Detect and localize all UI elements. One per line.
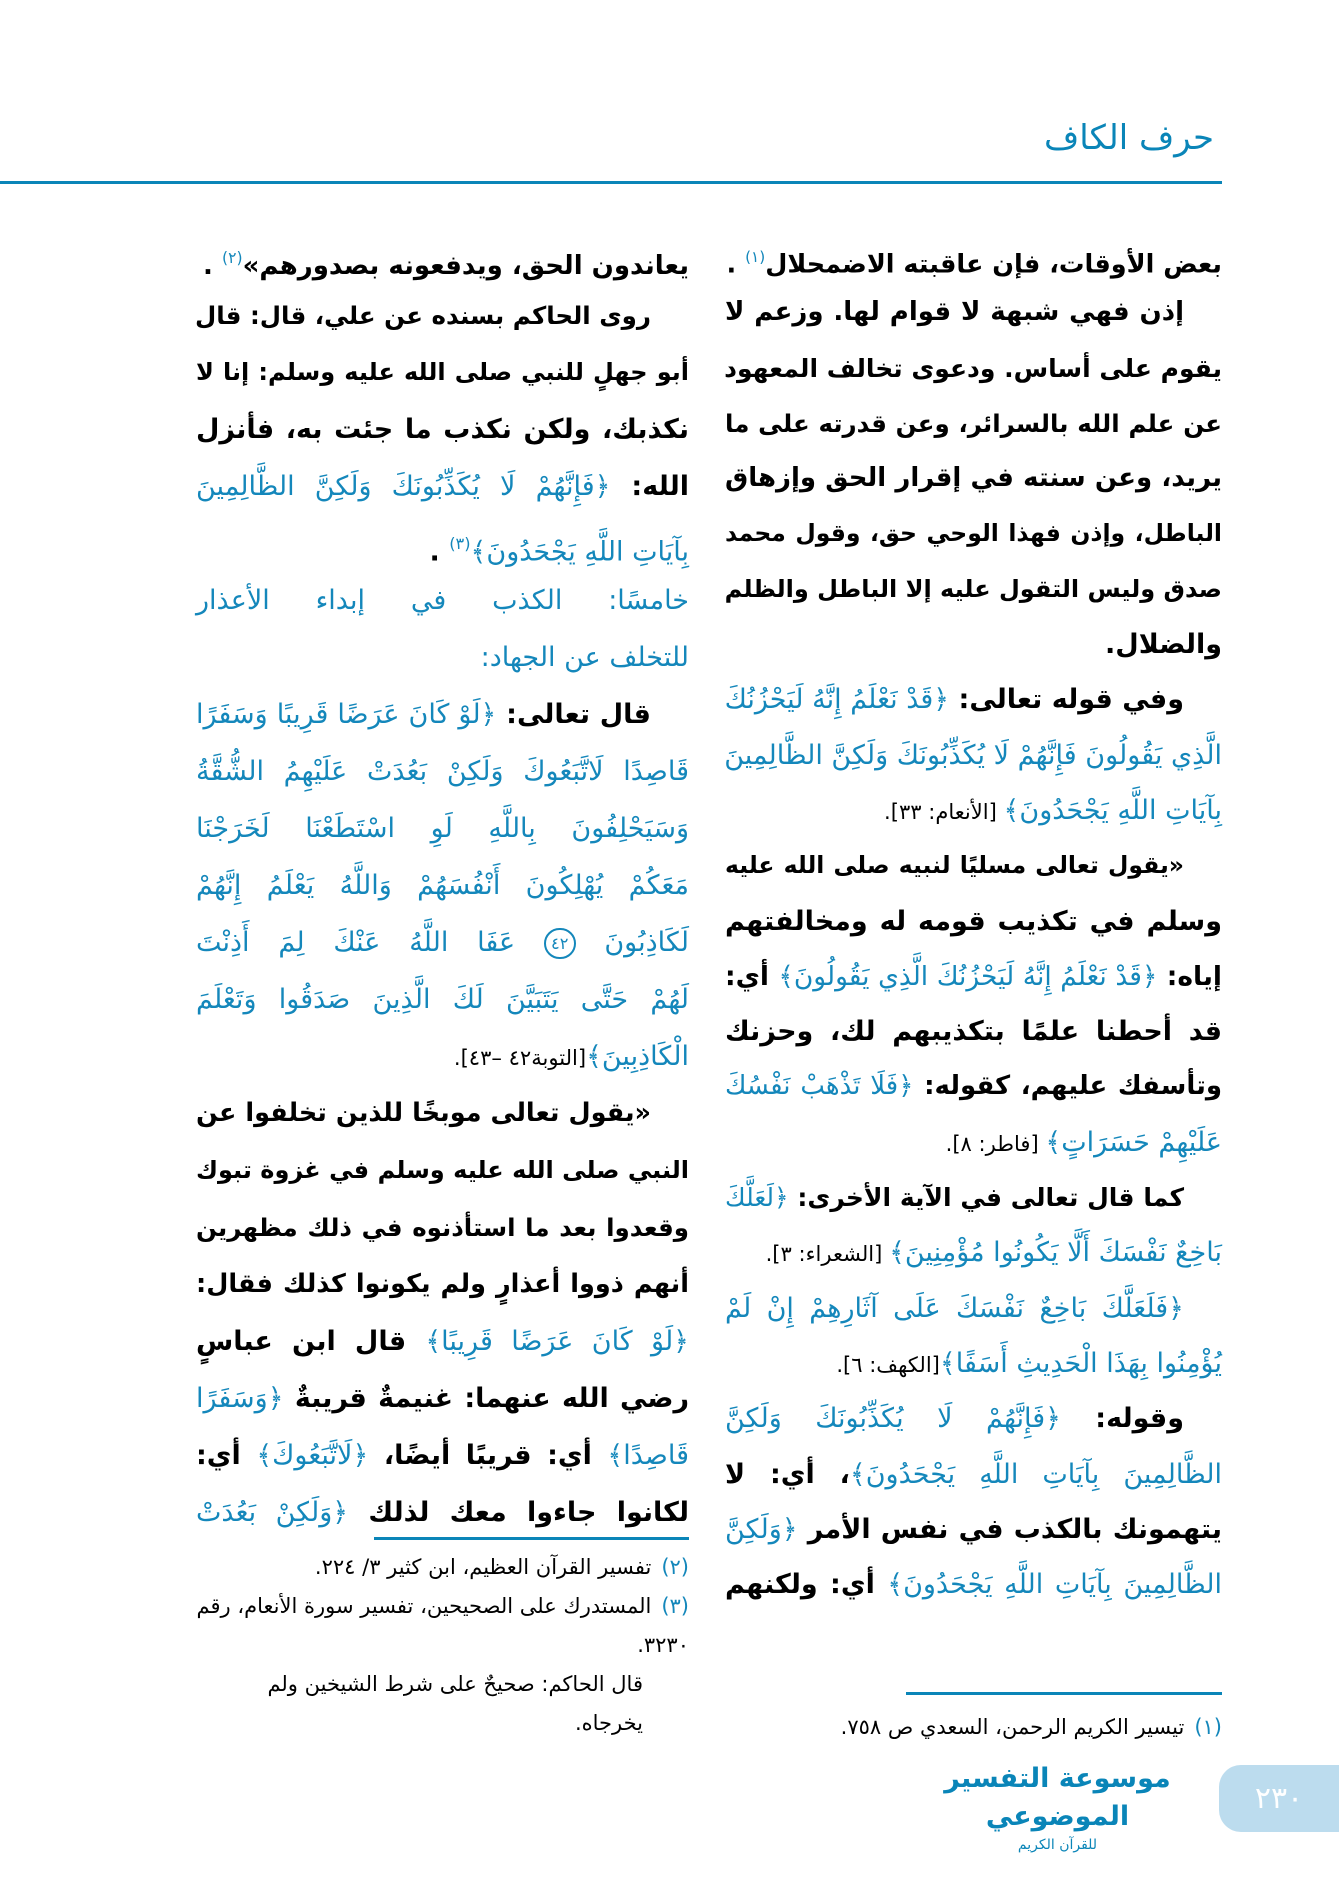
footnote xyxy=(196,1665,689,1743)
body-text: إذن فهي شبهة لا قوام لها. وزعم لا xyxy=(725,297,1184,328)
body-text: صدق وليس التقول عليه إلا الباطل والظلم xyxy=(724,574,1222,603)
text-line xyxy=(196,1142,689,1199)
body-text: . xyxy=(203,250,222,281)
text-line xyxy=(196,686,689,743)
quran-verse: الظَّالِمِينَ بِآيَاتِ اللَّهِ يَجْحَدُونَ﴾ xyxy=(887,1569,1222,1601)
text-line xyxy=(725,949,1222,1004)
quran-verse: وَسَيَحْلِفُونَ بِاللَّهِ لَوِ اسْتَطَعْنَا لَخَرَجْنَا xyxy=(196,813,689,844)
text-line xyxy=(196,1256,689,1313)
quran-verse: ﴿فَإِنَّهُمْ لَا يُكَذِّبُونَكَ وَلَكِنَّ الظَّالِمِينَ xyxy=(196,471,611,502)
text-line xyxy=(196,1484,689,1541)
quran-verse: بِآيَاتِ اللَّهِ يَجْحَدُونَ﴾ xyxy=(470,536,689,568)
quran-verse: ﴿فَلَا تَذْهَبْ نَفْسُكَ xyxy=(725,1071,914,1102)
text-line xyxy=(725,1557,1222,1612)
quran-verse: بِآيَاتِ اللَّهِ يَجْحَدُونَ﴾ xyxy=(1003,794,1222,826)
body-text: قال تعالى: xyxy=(496,699,651,730)
text-line xyxy=(196,572,689,629)
text-line xyxy=(725,617,1222,672)
body-text: أي: xyxy=(725,960,779,992)
text-line xyxy=(725,230,1222,285)
text-line xyxy=(725,1502,1222,1557)
text-line xyxy=(725,341,1222,396)
logo-subtitle: للقرآن الكريم xyxy=(1017,1837,1098,1853)
verse-number-marker: ٤٢ xyxy=(544,928,576,960)
left-column xyxy=(196,230,689,1541)
footnote-number: (١) xyxy=(1194,1715,1222,1739)
text-line xyxy=(725,562,1222,617)
quran-verse: عَلَيْهِمْ حَسَرَاتٍ﴾ xyxy=(1045,1126,1222,1158)
body-text: وسلم في تكذيب قومه له ومخالفتهم xyxy=(725,905,1222,937)
body-text: أي: قريبًا أيضًا، xyxy=(368,1440,608,1471)
quran-verse: الظَّالِمِينَ بِآيَاتِ اللَّهِ يَجْحَدُونَ﴾ xyxy=(849,1458,1222,1490)
body-text: يعاندون الحق، ويدفعونه بصدورهم» xyxy=(242,250,689,281)
text-line xyxy=(196,1085,689,1142)
verse-reference: [الشعراء: ٣]. xyxy=(765,1241,890,1267)
body-text: وتأسفك عليهم، كقوله: xyxy=(913,1071,1223,1102)
quran-verse: ﴿قَدْ نَعْلَمُ إِنَّهُ لَيَحْزُنُكَ الَّذِي يَقُولُونَ﴾ xyxy=(778,960,1158,992)
quran-verse: يُؤْمِنُوا بِهَذَا الْحَدِيثِ أَسَفًا﴾ xyxy=(939,1347,1222,1379)
quran-verse: بَاخِعٌ نَفْسَكَ أَلَّا يَكُونُوا مُؤْمِنِينَ﴾ xyxy=(889,1237,1222,1269)
text-line xyxy=(196,800,689,857)
text-line xyxy=(725,1115,1222,1170)
text-line xyxy=(196,344,689,401)
body-text: يتهمونك بالكذب في نفس الأمر xyxy=(797,1513,1222,1545)
body-text: لكانوا جاءوا معك لذلك xyxy=(348,1497,689,1528)
text-line xyxy=(725,451,1222,506)
text-line xyxy=(725,1281,1222,1336)
text-line xyxy=(196,1028,689,1085)
text-line xyxy=(725,285,1222,340)
quran-verse: مَعَكُمْ يُهْلِكُونَ أَنْفُسَهُمْ وَاللَّهُ يَعْلَمُ إِنَّهُمْ xyxy=(196,870,689,901)
body-text: وقوله: xyxy=(1060,1403,1184,1435)
text-line xyxy=(196,914,689,971)
body-text: أي: xyxy=(196,1440,257,1471)
text-line xyxy=(725,672,1222,727)
footnote-marker: (٣) xyxy=(449,534,471,553)
text-line xyxy=(196,1370,689,1427)
footnote xyxy=(196,1548,689,1587)
quran-verse: ﴿لَوْ كَانَ عَرَضًا قَرِيبًا﴾ xyxy=(425,1326,690,1357)
quran-verse: ﴿لَوْ كَانَ عَرَضًا قَرِيبًا وَسَفَرًا xyxy=(196,699,497,730)
text-line xyxy=(725,728,1222,783)
text-line xyxy=(725,838,1222,893)
quran-verse: ﴿لَاتَّبَعُوكَ﴾ xyxy=(256,1440,369,1471)
quran-verse: ﴿لَعَلَّكَ xyxy=(725,1183,789,1213)
verse-reference: [الكهف: ٦]. xyxy=(836,1351,940,1377)
text-line xyxy=(725,1059,1222,1114)
quran-verse: ﴿فَلَعَلَّكَ بَاخِعٌ نَفْسَكَ عَلَى آثَارِهِمْ إِنْ لَمْ xyxy=(725,1292,1184,1324)
footnote xyxy=(725,1708,1222,1747)
body-text: «يقول تعالى موبخًا للذين تخلفوا عن xyxy=(196,1098,651,1128)
quran-verse: قَاصِدًا لَاتَّبَعُوكَ وَلَكِنْ بَعُدَتْ عَلَيْهِمُ الشُّقَّةُ xyxy=(196,756,689,787)
text-line xyxy=(725,1170,1222,1225)
section-heading: للتخلف عن الجهاد: xyxy=(480,642,689,673)
body-text: «يقول تعالى مسليًا لنبيه صلى الله عليه xyxy=(725,851,1184,880)
quran-verse: لَهُمْ حَتَّى يَتَبَيَّنَ لَكَ الَّذِينَ صَدَقُوا وَتَعْلَمَ xyxy=(196,984,689,1015)
body-text: وفي قوله تعالى: xyxy=(949,684,1184,716)
quran-verse: ﴿وَلَكِنَّ xyxy=(725,1513,798,1545)
section-heading: خامسًا: الكذب في إبداء الأعذار xyxy=(196,585,689,616)
header-divider xyxy=(0,181,1222,184)
body-text: رضي الله عنهما: غنيمةٌ قريبةٌ xyxy=(283,1383,689,1414)
footnote-divider-left xyxy=(374,1537,689,1540)
text-line xyxy=(725,1391,1222,1446)
text-line xyxy=(196,971,689,1028)
verse-reference: [التوبة٤٢ –٤٣]. xyxy=(453,1045,587,1070)
chapter-title: حرف الكاف xyxy=(1043,118,1214,158)
text-line xyxy=(725,1225,1222,1280)
verse-reference: [الأنعام: ٣٣]. xyxy=(884,798,1004,824)
body-text: وقعدوا بعد ما استأذنوه في ذلك مظهرين xyxy=(196,1213,689,1242)
quran-verse: ﴿وَسَفَرًا xyxy=(196,1383,284,1414)
quran-verse: الَّذِي يَقُولُونَ فَإِنَّهُمْ لَا يُكَذِّبُونَكَ وَلَكِنَّ الظَّالِمِينَ xyxy=(724,739,1222,771)
text-line xyxy=(196,1313,689,1370)
footnotes-right xyxy=(725,1708,1222,1747)
text-line xyxy=(196,515,689,572)
body-text: عن علم الله بالسرائر، وعن قدرته على ما xyxy=(725,408,1222,438)
quran-verse: ﴿قَدْ نَعْلَمُ إِنَّهُ لَيَحْزُنُكَ xyxy=(724,684,950,716)
footnote-marker: (١) xyxy=(745,248,766,266)
text-line xyxy=(725,1336,1222,1391)
quran-verse: ﴿فَإِنَّهُمْ لَا يُكَذِّبُونَكَ وَلَكِنَّ xyxy=(725,1403,1061,1435)
text-line xyxy=(725,1447,1222,1502)
footnote-marker: (٢) xyxy=(221,249,243,267)
body-text: الباطل، وإذن فهذا الوحي حق، وقول محمد xyxy=(725,519,1222,548)
quran-verse: عَفَا اللَّهُ عَنْكَ لِمَ أَذِنْتَ xyxy=(196,927,544,958)
quran-verse: ﴿وَلَكِنْ بَعُدَتْ xyxy=(196,1497,349,1528)
body-text: الله: xyxy=(610,471,689,502)
body-text: أبو جهلٍ للنبي صلى الله عليه وسلم: إنا لا xyxy=(196,358,689,386)
verse-reference: [فاطر: ٨]. xyxy=(945,1130,1046,1156)
right-column xyxy=(725,230,1222,1612)
text-line xyxy=(196,230,689,287)
footnote xyxy=(196,1587,689,1665)
body-text: كما قال تعالى في الآية الأخرى: xyxy=(788,1183,1184,1213)
text-line xyxy=(196,1427,689,1484)
footnote-text: المستدرك على الصحيحين، تفسير سورة الأنعام، رقم ٣٢٣٠. xyxy=(196,1594,689,1657)
text-line xyxy=(196,629,689,686)
encyclopedia-logo xyxy=(930,1760,1185,1854)
text-line xyxy=(196,857,689,914)
body-text: ، أي: لا xyxy=(725,1458,850,1490)
body-text: النبي صلى الله عليه وسلم في غزوة تبوك xyxy=(196,1156,689,1184)
footnote-text: تيسير الكريم الرحمن، السعدي ص ٧٥٨. xyxy=(840,1715,1185,1739)
body-text: نكذبك، ولكن نكذب ما جئت به، فأنزل xyxy=(196,414,689,445)
logo-title: موسوعة التفسير الموضوعي xyxy=(944,1763,1171,1832)
footnote-number: (٢) xyxy=(661,1555,689,1579)
body-text: والضلال. xyxy=(1105,629,1222,661)
footnote-divider-right xyxy=(906,1692,1222,1695)
text-line xyxy=(196,287,689,344)
text-line xyxy=(196,401,689,458)
text-line xyxy=(725,783,1222,838)
body-text: أي: ولكنهم xyxy=(725,1569,888,1601)
text-line xyxy=(725,506,1222,561)
page-number: ٢٣٠ xyxy=(1219,1765,1339,1832)
text-line xyxy=(725,1004,1222,1059)
footnote-text: تفسير القرآن العظيم، ابن كثير ٣/ ٢٢٤. xyxy=(314,1555,652,1579)
text-line xyxy=(725,894,1222,949)
text-line xyxy=(196,743,689,800)
body-text: أنهم ذووا أعذارٍ ولم يكونوا كذلك فقال: xyxy=(196,1269,689,1299)
body-text: روى الحاكم بسنده عن علي، قال: قال xyxy=(194,301,651,330)
footnotes-left xyxy=(196,1548,689,1743)
quran-verse: لَكَاذِبُونَ xyxy=(575,927,690,958)
body-text: . xyxy=(429,536,450,568)
quran-verse: الْكَاذِبِينَ﴾ xyxy=(586,1041,689,1072)
body-text: إياه: xyxy=(1157,960,1223,992)
footnote-number: (٣) xyxy=(661,1594,689,1618)
footnote-text: قال الحاكم: صحيحٌ على شرط الشيخين ولم يخرجاه. xyxy=(267,1672,643,1735)
body-text: . xyxy=(726,249,746,280)
quran-verse: قَاصِدًا﴾ xyxy=(607,1440,689,1471)
text-line xyxy=(725,396,1222,451)
text-line xyxy=(196,1199,689,1256)
text-line xyxy=(196,458,689,515)
body-text: بعض الأوقات، فإن عاقبته الاضمحلال xyxy=(765,249,1222,280)
body-text: يريد، وعن سنته في إقرار الحق وإزهاق xyxy=(725,463,1222,494)
body-text: قد أحطنا علمًا بتكذيبهم لك، وحزنك xyxy=(725,1016,1222,1048)
body-text: يقوم على أساس. ودعوى تخالف المعهود xyxy=(724,353,1222,383)
body-text: قال ابن عباسٍ xyxy=(196,1326,426,1357)
